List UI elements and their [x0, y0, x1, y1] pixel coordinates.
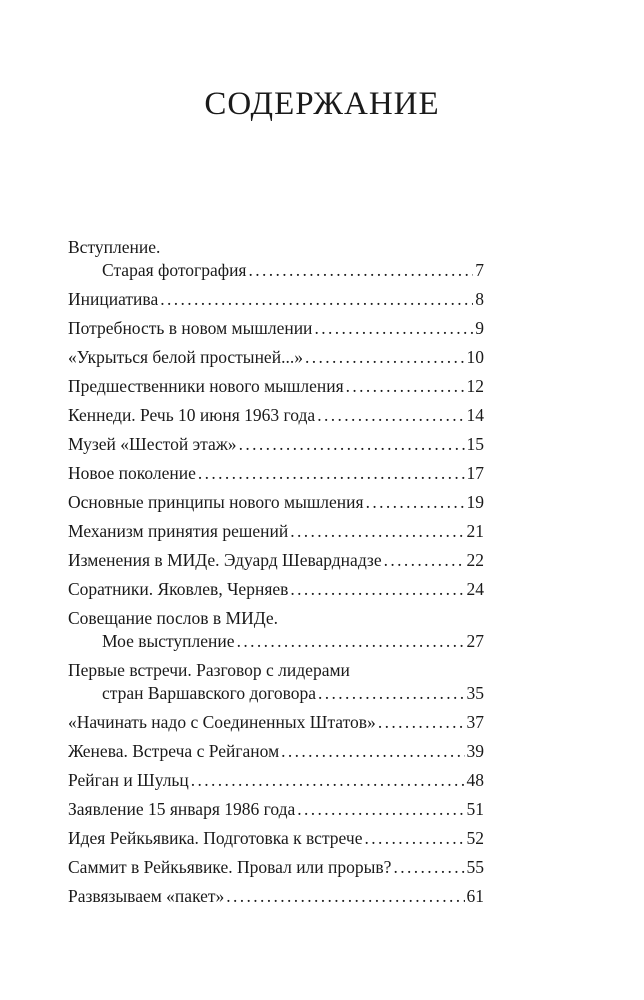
- toc-line: [68, 520, 484, 543]
- toc-line: [68, 578, 484, 601]
- toc-entry: [68, 607, 484, 653]
- toc-entry-title: Предшественники нового мышления: [68, 376, 344, 396]
- dot-leader: [364, 827, 464, 850]
- toc-line: [68, 346, 484, 369]
- toc-line: [68, 607, 484, 630]
- toc-page-number: 9: [475, 318, 484, 338]
- toc-line: [68, 740, 484, 763]
- toc-entry-title: Изменения в МИДе. Эдуард Шеварднадзе: [68, 550, 382, 570]
- toc-entry-title: Музей «Шестой этаж»: [68, 434, 237, 454]
- dot-leader: [239, 433, 465, 456]
- dot-leader: [297, 798, 464, 821]
- toc-entry-title: «Начинать надо с Соединенных Штатов»: [68, 712, 376, 732]
- toc-line: [68, 682, 484, 705]
- toc-page-number: 17: [466, 463, 484, 483]
- toc-entry-title: Старая фотография: [102, 260, 247, 280]
- toc-page-number: 14: [466, 405, 484, 425]
- dot-leader: [366, 491, 465, 514]
- toc-entry: [68, 404, 484, 427]
- toc-entry-title: Первые встречи. Разговор с лидерами: [68, 660, 350, 680]
- toc-entry: [68, 433, 484, 456]
- toc-entry-title: Механизм принятия решений: [68, 521, 289, 541]
- dot-leader: [160, 288, 473, 311]
- toc-page-number: 8: [475, 289, 484, 309]
- toc-entry-title: Потребность в новом мышлении: [68, 318, 313, 338]
- toc-entry: [68, 236, 484, 282]
- toc-entry: [68, 375, 484, 398]
- dot-leader: [314, 317, 473, 340]
- toc-page-number: 21: [466, 521, 484, 541]
- toc-entry-title: Идея Рейкьявика. Подготовка к встрече: [68, 828, 363, 848]
- dot-leader: [237, 630, 465, 653]
- toc-page-number: 19: [466, 492, 484, 512]
- toc-line: [68, 433, 484, 456]
- toc-page-number: 24: [466, 579, 484, 599]
- toc-entry-title: Кеннеди. Речь 10 июня 1963 года: [68, 405, 316, 425]
- toc-entry: [68, 462, 484, 485]
- dot-leader: [290, 520, 464, 543]
- toc-page-number: 7: [475, 260, 484, 280]
- dot-leader: [281, 740, 464, 763]
- toc-entry: [68, 288, 484, 311]
- toc-entry-title: Мое выступление: [102, 631, 235, 651]
- toc-line: [68, 769, 484, 792]
- dot-leader: [317, 404, 464, 427]
- toc-entry-title: Основные принципы нового мышления: [68, 492, 364, 512]
- toc-entry: [68, 659, 484, 705]
- toc-entry: [68, 578, 484, 601]
- toc-page-number: 39: [466, 741, 484, 761]
- toc-entry: [68, 769, 484, 792]
- toc-line: [68, 375, 484, 398]
- toc-entry-title: стран Варшавского договора: [102, 683, 317, 703]
- toc-line: [68, 259, 484, 282]
- toc-entry: [68, 520, 484, 543]
- toc-line: [68, 288, 484, 311]
- toc-line: [68, 711, 484, 734]
- toc-entry: [68, 856, 484, 879]
- toc-line: [68, 462, 484, 485]
- toc-line: [68, 885, 484, 908]
- toc-entry: [68, 317, 484, 340]
- toc-page-number: 55: [466, 857, 484, 877]
- toc-page-number: 27: [466, 631, 484, 651]
- toc-entry-title: Женева. Встреча с Рейганом: [68, 741, 280, 761]
- toc-line: [68, 491, 484, 514]
- toc-entry-title: Соратники. Яковлев, Черняев: [68, 579, 289, 599]
- toc-page-number: 15: [466, 434, 484, 454]
- toc-entry: [68, 549, 484, 572]
- toc-line: [68, 317, 484, 340]
- toc-line: [68, 659, 484, 682]
- toc-line: [68, 404, 484, 427]
- toc-entry: [68, 885, 484, 908]
- toc-entry: [68, 711, 484, 734]
- toc-page-number: 48: [466, 770, 484, 790]
- toc-entry-title: Саммит в Рейкьявике. Провал или прорыв?: [68, 857, 392, 877]
- toc-page-number: 61: [466, 886, 484, 906]
- dot-leader: [198, 462, 465, 485]
- toc-page-number: 12: [466, 376, 484, 396]
- dot-leader: [226, 885, 464, 908]
- dot-leader: [305, 346, 465, 369]
- toc-entry: [68, 491, 484, 514]
- table-of-contents: [68, 236, 484, 914]
- toc-entry-title: Совещание послов в МИДе.: [68, 608, 279, 628]
- toc-entry-title: «Укрыться белой простыней...»: [68, 347, 303, 367]
- dot-leader: [191, 769, 465, 792]
- toc-page-number: 22: [466, 550, 484, 570]
- toc-entry-title: Новое поколение: [68, 463, 196, 483]
- toc-page-number: 35: [466, 683, 484, 703]
- toc-entry-title: Вступление.: [68, 237, 161, 257]
- toc-line: [68, 630, 484, 653]
- toc-entry: [68, 740, 484, 763]
- toc-entry-title: Рейган и Шульц: [68, 770, 189, 790]
- page-title: СОДЕРЖАНИЕ: [204, 86, 440, 122]
- dot-leader: [384, 549, 465, 572]
- toc-page-number: 37: [466, 712, 484, 732]
- toc-entry: [68, 798, 484, 821]
- toc-line: [68, 827, 484, 850]
- dot-leader: [318, 682, 464, 705]
- dot-leader: [378, 711, 465, 734]
- dot-leader: [290, 578, 464, 601]
- toc-entry: [68, 346, 484, 369]
- toc-line: [68, 236, 484, 259]
- toc-page-number: 51: [466, 799, 484, 819]
- toc-page-number: 52: [466, 828, 484, 848]
- toc-page-number: 10: [466, 347, 484, 367]
- toc-line: [68, 549, 484, 572]
- toc-line: [68, 856, 484, 879]
- dot-leader: [393, 856, 464, 879]
- dot-leader: [249, 259, 474, 282]
- toc-line: [68, 798, 484, 821]
- toc-entry-title: Развязываем «пакет»: [68, 886, 225, 906]
- toc-entry-title: Инициатива: [68, 289, 159, 309]
- toc-entry: [68, 827, 484, 850]
- toc-entry-title: Заявление 15 января 1986 года: [68, 799, 296, 819]
- dot-leader: [346, 375, 465, 398]
